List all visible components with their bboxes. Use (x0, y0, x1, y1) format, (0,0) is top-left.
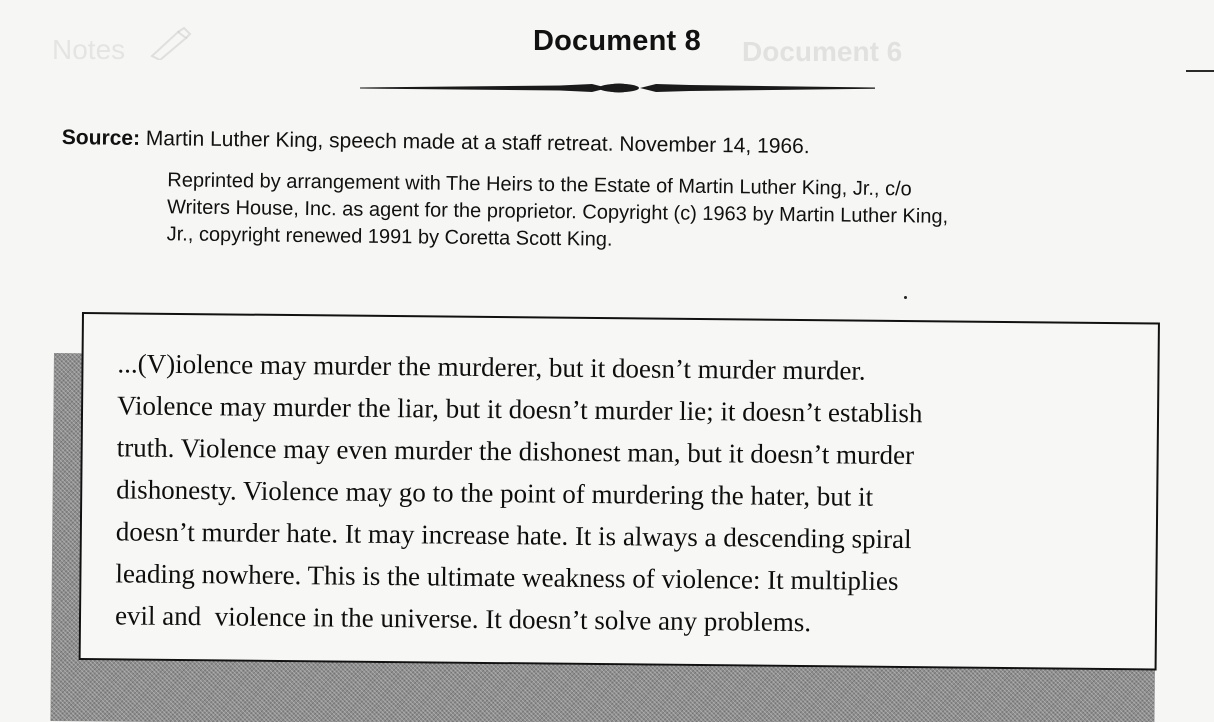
ornamental-divider (360, 74, 875, 104)
source-label: Source: (61, 126, 141, 150)
quote-line: Violence may murder the liar, but it doesn’t murder lie; it doesn’t establish (116, 390, 923, 429)
quote-line: leading nowhere. This is the ultimate weakness of violence: It multiplies (115, 558, 899, 596)
reprint-line: Jr., copyright renewed 1991 by Coretta Scott King. (166, 223, 613, 251)
page-title: Document 8 (533, 25, 701, 57)
source-line (62, 126, 1142, 163)
quote-box (79, 312, 1160, 671)
bleed-through-title: Document 6 (742, 36, 903, 67)
source-text: Martin Luther King, speech made at a staff retreat. November 14, 1966. (139, 126, 810, 159)
reprint-line: Reprinted by arrangement with The Heirs to the Estate of Martin Luther King, Jr., c/o (167, 169, 912, 201)
quote-line: doesn’t murder hate. It may increase hate. It is always a descending spiral (115, 516, 912, 555)
quote-line: truth. Violence may even murder the dishonest man, but it doesn’t murder (116, 432, 915, 471)
source-citation (61, 126, 1142, 260)
reprint-notice (167, 167, 1158, 260)
bleed-through-notes-label: Notes (52, 34, 126, 65)
quote-text (115, 342, 1128, 646)
stray-mark (904, 296, 907, 299)
quote-line: dishonesty. Violence may go to the point of murdering the hater, but it (116, 474, 874, 512)
reprint-line: Writers House, Inc. as agent for the proprietor. Copyright (c) 1963 by Martin Luther King, (166, 196, 949, 228)
margin-rule (1186, 70, 1214, 72)
quote-line: evil and violence in the universe. It doesn’t solve any problems. (114, 600, 812, 638)
quote-line: ...(V)iolence may murder the murderer, but it doesn’t murder murder. (117, 348, 866, 386)
